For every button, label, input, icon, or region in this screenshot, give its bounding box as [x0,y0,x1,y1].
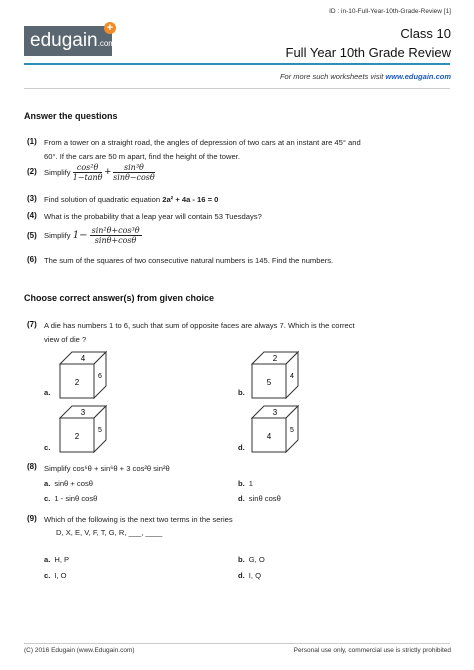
die-top-number: 4 [80,354,86,363]
q9-option-c[interactable]: c. I, O [44,571,67,580]
die-front-number: 2 [74,378,80,387]
die-front-number: 4 [266,432,272,441]
option-b-label[interactable]: b. [238,388,245,397]
fraction-1 [73,163,103,183]
question-number: (1) [27,137,37,146]
fraction-3-denominator: sinθ+cosθ [94,236,137,245]
question-7-line1: A die has numbers 1 to 6, such that sum of opposite faces are always 7. Which is the correct [44,321,355,330]
fraction-3-numerator: sin²θ+cos³θ [91,226,140,235]
die-front-number: 2 [74,432,80,441]
option-a-label[interactable]: a. [44,388,51,397]
q8-option-b[interactable]: b. 1 [238,479,253,488]
question-3-prompt: Find solution of quadratic equation [44,195,161,204]
question-8-text: Simplify cos⁶θ + sin⁶θ + 3 cos²θ sin²θ [44,464,170,473]
die-option-c[interactable] [54,404,112,456]
die-option-d[interactable] [246,404,304,456]
q8-option-a[interactable]: a. sinθ + cosθ [44,479,93,488]
question-7-text [44,320,449,346]
fraction-1-numerator: cos²θ [73,163,103,173]
edugain-link[interactable]: www.edugain.com [385,72,451,81]
q8-option-c[interactable]: c. 1 - sinθ cosθ [44,494,98,503]
logo-suffix: .com [97,39,115,48]
question-1-line2: 60°. If the cars are 50 m apart, find the height of the tower. [44,152,240,161]
q9-option-d[interactable]: d. I, Q [238,571,261,580]
fraction-1-denominator: 1−tanθ [72,173,103,182]
question-7-line2: view of die ? [44,335,87,344]
die-front-number: 5 [266,378,272,387]
one-minus: 1− [72,230,88,241]
fraction-2-denominator: sinθ−cosθ [113,173,155,182]
logo-text: edugain [30,30,98,51]
fraction-2-numerator: sin³θ [113,163,155,173]
plus-sign: + [104,166,112,178]
option-c-label[interactable]: c. [44,443,51,452]
question-4-text: What is the probability that a leap year will contain 53 Tuesdays? [44,212,262,221]
question-1-text [44,137,449,163]
question-6-text: The sum of the squares of two consecutive natural numbers is 145. Find the numbers. [44,256,334,265]
question-number: (7) [27,320,37,329]
die-top-number: 2 [272,354,278,363]
fraction-3 [90,226,142,246]
footer-rule [24,643,450,644]
die-option-b[interactable] [246,350,304,402]
option-d-label[interactable]: d. [238,443,245,452]
die-side-number: 5 [98,427,102,434]
edugain-logo[interactable] [24,26,115,56]
worksheet-title: Full Year 10th Grade Review [285,45,451,60]
die-side-number: 5 [290,427,294,434]
question-number: (8) [27,462,37,471]
more-text: For more such worksheets visit [279,72,384,81]
section-title-choice: Choose correct answer(s) from given choice [24,293,215,303]
question-number: (4) [27,211,37,220]
fraction-2 [113,163,155,183]
plus-icon: + [104,22,116,34]
question-number: (9) [27,514,37,523]
die-top-number: 3 [80,408,86,417]
question-5-text [44,226,449,246]
sub-rule [24,88,450,89]
footer-copyright: (C) 2016 Edugain (www.Edugain.com) [24,647,135,654]
die-side-number: 4 [290,373,294,380]
question-9-text: Which of the following is the next two terms in the series [44,515,233,524]
question-number: (2) [27,167,37,176]
q9-option-b[interactable]: b. G, O [238,555,265,564]
section-title-answer: Answer the questions [24,111,118,121]
question-number: (3) [27,194,37,203]
die-top-number: 3 [272,408,278,417]
more-worksheets-note [280,72,451,81]
question-9-series: D, X, E, V, F, T, G, R, ___, ____ [56,528,163,537]
question-2-text [44,163,449,183]
question-number: (6) [27,255,37,264]
question-number: (5) [27,231,37,240]
die-option-a[interactable] [54,350,112,402]
q9-option-a[interactable]: a. H, P [44,555,70,564]
worksheet-id: ID : in-10-Full-Year-10th-Grade-Review [1] [329,8,451,15]
simplify-label: Simplify [44,231,71,240]
quadratic-equation: 2a² + 4a - 16 = 0 [162,195,219,204]
q8-option-d[interactable]: d. sinθ cosθ [238,494,281,503]
simplify-label: Simplify [44,168,71,177]
header-rule [24,63,450,65]
die-side-number: 6 [98,373,102,380]
question-1-line1: From a tower on a straight road, the angles of depression of two cars at an instant are 45° and [44,138,361,147]
footer-notice: Personal use only, commercial use is strictly prohibited [293,647,451,654]
question-3-text [44,194,449,206]
class-title: Class 10 [400,26,451,41]
